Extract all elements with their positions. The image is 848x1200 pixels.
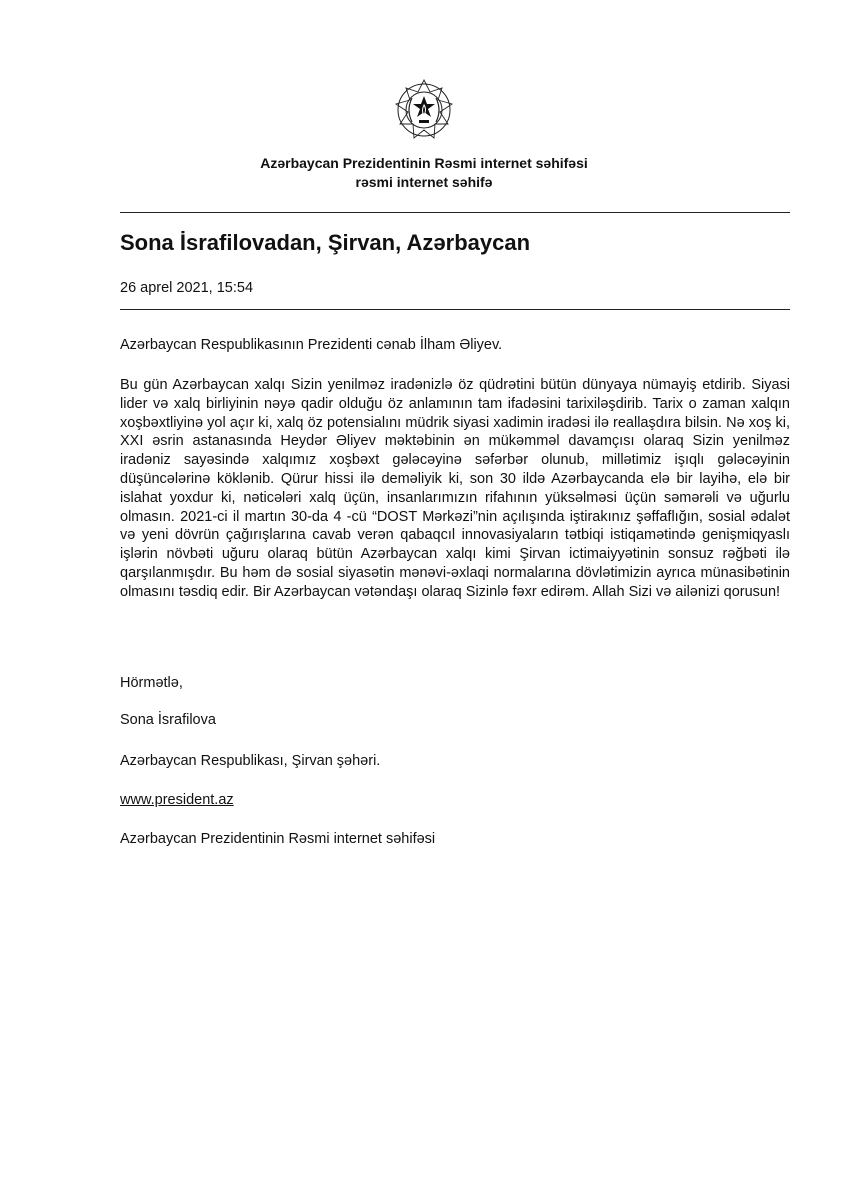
article-body: Bu gün Azərbaycan xalqı Sizin yenilməz iradənizlə öz qüdrətini bütün dünyaya nümayiş etdirib. Siyasi lider və xalq birliyinin nəyə qadir olduğu öz anlamının tam ifadəsini tarixiləşdirib. Tarix o zaman xalqın xoşbəxtliyinə yol açır ki, xalq öz potensialını müdrik siyasi xadimin iradəsi ilə reallaşdıra bilsin. Nə xoş ki, XXI əsrin astanasında Heydər Əliyev məktəbinin ən mükəmməl davamçısı olaraq Sizin yenilməz iradəniz sayəsində xalqımız xoşbəxt gələcəyinə səfərbər olunub, millətimiz işıqlı gələcəyinin düşüncələrinə köklənib. Qürur hissi ilə deməliyik ki, son 30 ildə Azərbaycanda elə bir layihə, elə bir islahat yoxdur ki, nəticələri xalq üçün, insanlarımızın rifahının yüksəlməsi üçün səmərəli və uğurlu olmasın. 2021-ci il martın 30-da 4 -cü “DOST Mərkəzi”nin açılışında iştirakınız şəffaflığın, sosial ədalət və yeni dövrün çağırışlarına cavab verən qabaqcıl innovasiyaların tətbiqi istiqamətində genişmiqyaslı işlərin növbəti uğuru olaraq bütün Azərbaycan xalqı kimi Şirvan ictimaiyyətinin sonsuz rəğbəti ilə qarşılanmışdır. Bu həm də sosial siyasətin mənəvi-əxlaqi normalarına dövlətimizin ayrıca münasibətinin olmasını təsdiq edir. Bir Azərbaycan vətəndaşı olaraq Sizinlə fəxr edirəm. Allah Sizi və ailənizi qorusun! [120,377,790,600]
signer-location: Azərbaycan Respublikası, Şirvan şəhəri. [120,753,381,769]
site-name-header: Azərbaycan Prezidentinin Rəsmi internet səhifəsi [260,155,588,171]
signer-name: Sona İsrafilova [120,712,216,728]
salutation: Azərbaycan Respublikasının Prezidenti cənab İlham Əliyev. [120,337,503,353]
article-date: 26 aprel 2021, 15:54 [120,280,254,296]
closing: Hörmətlə, [120,675,183,691]
divider [120,212,790,213]
website-link[interactable]: www.president.az [120,792,234,808]
divider [120,309,790,310]
site-subtitle-header: rəsmi internet səhifə [355,174,493,190]
state-emblem-icon [392,78,456,142]
article-title: Sona İsrafilovadan, Şirvan, Azərbaycan [120,230,531,255]
footer-site-name: Azərbaycan Prezidentinin Rəsmi internet səhifəsi [120,831,436,847]
